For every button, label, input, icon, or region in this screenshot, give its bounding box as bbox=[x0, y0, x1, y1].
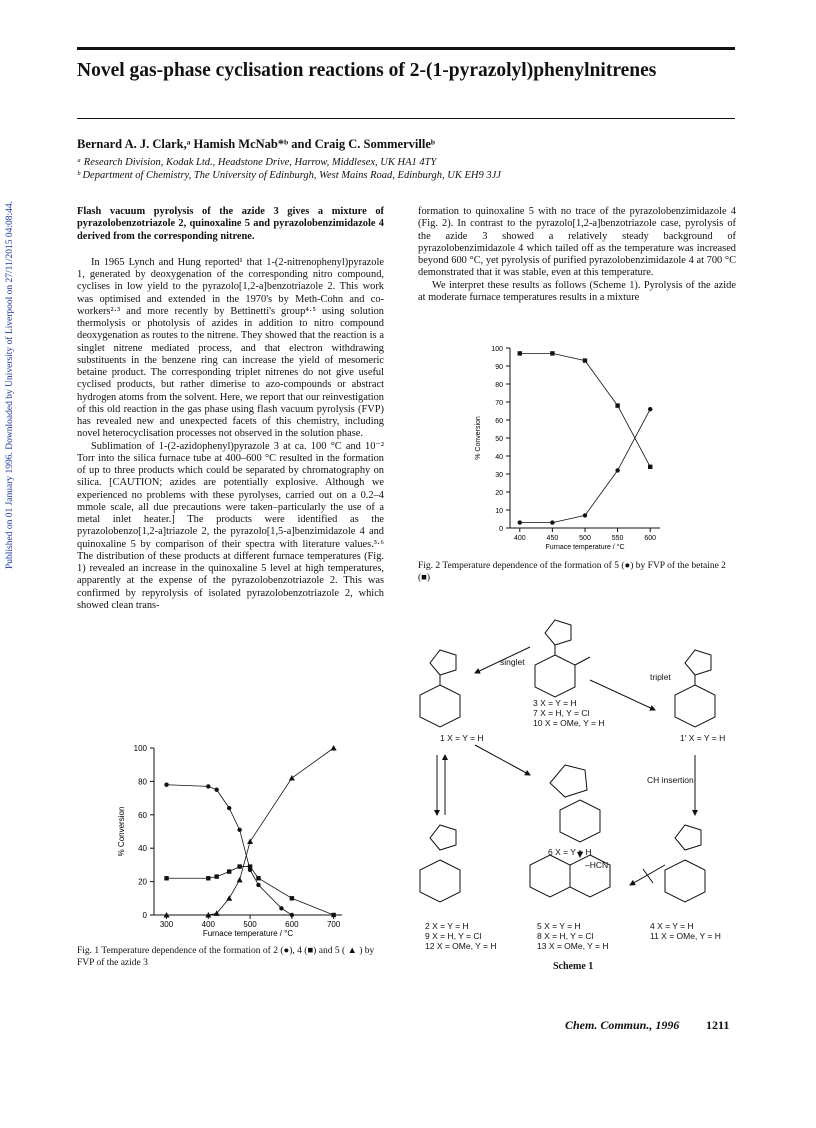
data-point-square bbox=[227, 869, 231, 873]
y-tick-label: 10 bbox=[495, 508, 503, 515]
data-point-circle bbox=[518, 520, 522, 524]
label-compound-4: 4 X = Y = H 11 X = OMe, Y = H bbox=[650, 921, 721, 941]
benzene-ring-1p bbox=[675, 685, 715, 727]
data-point-triangle bbox=[226, 895, 232, 901]
y-axis-label: % Conversion bbox=[475, 416, 482, 460]
data-point-square bbox=[518, 351, 522, 355]
figure-1-chart bbox=[92, 740, 352, 940]
label-hcn: –HCN bbox=[585, 860, 609, 870]
data-point-circle bbox=[583, 513, 587, 517]
y-tick-label: 100 bbox=[491, 346, 503, 353]
data-point-square bbox=[206, 876, 210, 880]
label-compound-1p: 1' X = Y = H bbox=[680, 733, 726, 743]
y-tick-label: 0 bbox=[499, 526, 503, 533]
x-tick-label: 400 bbox=[201, 920, 215, 929]
y-tick-label: 20 bbox=[138, 877, 147, 887]
y-tick-label: 60 bbox=[495, 418, 503, 425]
data-point-circle bbox=[237, 828, 241, 832]
data-point-circle bbox=[214, 788, 218, 792]
author-list: Bernard A. J. Clark,ᵃ Hamish McNab*ᵇ and Craig C. Sommervilleᵇ bbox=[77, 137, 435, 151]
x-tick-label: 600 bbox=[644, 535, 657, 542]
data-point-square bbox=[583, 358, 587, 362]
x-tick-label: 500 bbox=[579, 535, 591, 542]
x-tick-label: 550 bbox=[611, 535, 624, 542]
quinoxaline-ring-5 bbox=[530, 855, 570, 897]
label-ch-insertion: CH insertion bbox=[647, 775, 694, 785]
series-line-triangle bbox=[167, 748, 334, 915]
scheme-title: Scheme 1 bbox=[553, 961, 594, 972]
data-point-circle bbox=[290, 913, 294, 917]
label-compound-3: 3 X = Y = H 7 X = H, Y = Cl 10 X = OMe, Y = H bbox=[533, 698, 605, 728]
abstract: Flash vacuum pyrolysis of the azide 3 gives a mixture of pyrazolobenzotriazole 2, quinoxaline 5 and pyrazolobenzimidazole 4 derived from the corresponding nitrene. bbox=[77, 206, 384, 242]
paragraph-sublimation: Sublimation of 1-(2-azidophenyl)pyrazole 3 at ca. 100 °C and 10⁻² Torr into the silica furnace tube at 400–600 °C resulted in the formation of up to three products which could be separated by chromatography on silica. [CAUTION; azides are potentially explosive. Although we experienced no problems with these pyrolyses, carried out on a 0.2–4 mmole scale, all due precautions were taken–particularly the use of a metal inlet heater.] The products were identified as the pyrazolobenzo[1,2-a]triazole 2, the pyrazolo[1,5-a]benzimidazole 4 and quinoxaline 5 by comparison of their spectra with literature values.³·⁶ The distribution of these products at different furnace temperatures (Fig. 1) revealed an increase in the quinoxaline 5 level at high temperatures, apparently at the expense of the pyrazolobenzotriazole 2. This was confirmed by repyrolysis of isolated pyrazolobenzotriazole 2, which showed clean trans- bbox=[77, 440, 384, 611]
figure-2-chart bbox=[460, 340, 670, 555]
figure-2-caption: Fig. 2 Temperature dependence of the formation of 5 (●) by FVP of the betaine 2 (■) bbox=[418, 561, 726, 583]
data-point-square bbox=[331, 913, 335, 917]
data-point-circle bbox=[648, 407, 652, 411]
label-compound-6: 6 X = Y = H bbox=[548, 847, 592, 857]
benzene-ring-1 bbox=[420, 685, 460, 727]
data-point-circle bbox=[227, 806, 231, 810]
data-point-square bbox=[290, 896, 294, 900]
pyrazole-ring-1p bbox=[685, 650, 711, 675]
top-rule bbox=[77, 47, 735, 50]
x-tick-label: 600 bbox=[285, 920, 299, 929]
pyrazole-ring-3 bbox=[545, 620, 571, 645]
label-compound-1: 1 X = Y = H bbox=[440, 733, 484, 743]
data-point-circle bbox=[206, 784, 210, 788]
y-tick-label: 60 bbox=[138, 810, 147, 820]
data-point-circle bbox=[615, 468, 619, 472]
data-point-triangle bbox=[237, 877, 243, 883]
series-line-square bbox=[520, 353, 650, 466]
data-point-square bbox=[164, 876, 168, 880]
y-tick-label: 80 bbox=[495, 382, 503, 389]
affiliations bbox=[77, 156, 501, 182]
data-point-square bbox=[248, 864, 252, 868]
paragraph-intro: In 1965 Lynch and Hung reported¹ that 1-(2-nitrenophenyl)pyrazole 1, generated by deoxygenation of the corresponding nitro compound, cyclises in low yield to the pyrazolo[1,2-a]benzotriazole 2. This work was optimised and extended in the 1970's by Meth-Cohn and co-workers²·³ and more recently by Bettinetti's group⁴·⁵ using solution thermolysis or photolysis of azides in addition to nitro compound deoxygenation as routes to the nitrene. They showed that the reaction is a singlet nitrene mediated process, and that electron withdrawing substituents in the benzene ring can increase the yield of mesomeric betaine product. The corresponding triplet nitrenes do not give useful cyclised products, but rather dimerise to azo-compounds or abstract hydrogen atoms from the solvent. Here, we report that our reinvestigation of this old reaction in the gas phase using flash vacuum pyrolysis (FVP) has revealed new and unexpected facets of this chemistry, including novel heterocyclisation processes not observed in the solution phase. bbox=[77, 256, 384, 440]
label-compound-5: 5 X = Y = H 8 X = H, Y = Cl 13 X = OMe, Y = H bbox=[537, 921, 609, 951]
data-point-square bbox=[256, 876, 260, 880]
y-tick-label: 100 bbox=[133, 744, 147, 753]
scheme-1-diagram bbox=[415, 595, 745, 975]
y-axis-label: % Conversion bbox=[117, 806, 126, 857]
paragraph-interpretation: We interpret these results as follows (Scheme 1). Pyrolysis of the azide at moderate furnace temperatures results in a mixture bbox=[418, 279, 736, 303]
data-point-square bbox=[237, 864, 241, 868]
data-point-triangle bbox=[289, 775, 295, 781]
data-point-square bbox=[648, 465, 652, 469]
data-point-circle bbox=[279, 906, 283, 910]
data-point-triangle bbox=[331, 745, 337, 751]
aziridine-intermediate-6 bbox=[550, 765, 587, 797]
y-tick-label: 70 bbox=[495, 400, 503, 407]
series-line-square bbox=[167, 867, 334, 915]
data-point-circle bbox=[550, 520, 554, 524]
article-title: Novel gas-phase cyclisation reactions of 2-(1-pyrazolyl)phenylnitrenes bbox=[77, 60, 657, 81]
x-tick-label: 700 bbox=[326, 920, 341, 929]
label-triplet: triplet bbox=[650, 672, 671, 682]
y-tick-label: 50 bbox=[495, 436, 503, 443]
page-number: 1211 bbox=[706, 1018, 730, 1032]
left-column bbox=[77, 206, 384, 612]
right-column bbox=[418, 206, 736, 304]
download-watermark: Published on 01 January 1996. Downloaded by University of Liverpool on 27/11/2015 04:08:44. bbox=[5, 201, 15, 569]
y-tick-label: 20 bbox=[495, 490, 503, 497]
x-tick-label: 400 bbox=[513, 535, 526, 542]
x-tick-label: 500 bbox=[243, 920, 257, 929]
figure-1-caption: Fig. 1 Temperature dependence of the formation of 2 (●), 4 (■) and 5 ( ▲ ) by FVP of the azide 3 bbox=[77, 946, 375, 968]
title-rule bbox=[77, 118, 735, 119]
pyrazole-ring-1 bbox=[430, 650, 456, 675]
x-axis-label: Furnace temperature / °C bbox=[545, 544, 625, 551]
data-point-triangle bbox=[247, 839, 253, 845]
data-point-circle bbox=[256, 883, 260, 887]
x-tick-label: 300 bbox=[159, 920, 174, 929]
y-tick-label: 0 bbox=[142, 911, 147, 920]
label-compound-2: 2 X = Y = H 9 X = H, Y = Cl 12 X = OMe, Y = H bbox=[425, 921, 497, 951]
benzene-ring-3 bbox=[535, 655, 575, 697]
y-tick-label: 90 bbox=[495, 364, 503, 371]
affiliation-b: ᵇ Department of Chemistry, The University of Edinburgh, West Mains Road, Edinburgh, UK EH9 3JJ bbox=[77, 170, 501, 181]
y-tick-label: 80 bbox=[138, 777, 147, 787]
data-point-square bbox=[214, 874, 218, 878]
data-point-circle bbox=[164, 783, 168, 787]
affiliation-a: ᵃ Research Division, Kodak Ltd., Headstone Drive, Harrow, Middlesex, UK HA1 4TY bbox=[77, 157, 437, 168]
data-point-square bbox=[550, 351, 554, 355]
y-tick-label: 30 bbox=[495, 472, 503, 479]
betaine-ring-2 bbox=[430, 825, 456, 850]
arrow-1-to-6 bbox=[475, 745, 530, 775]
data-point-square bbox=[615, 403, 619, 407]
paragraph-continued: formation to quinoxaline 5 with no trace of the pyrazolobenzimidazole 4 (Fig. 2). In contrast to the pyrazolo[1,2-a]benzotriazole case, pyrolysis of the azide 3 showed a relatively steady background of pyrazolobenzimidazole 4 which tailed off as the temperature was increased beyond 600 °C, yet pyrolysis of purified pyrazolobenzimidazole 4 at 700 °C demonstrated that it was stable, even at this temperature. bbox=[418, 206, 736, 279]
x-axis-label: Furnace temperature / °C bbox=[202, 929, 294, 938]
y-tick-label: 40 bbox=[138, 844, 147, 854]
x-tick-label: 450 bbox=[546, 535, 559, 542]
benzimidazole-ring-4 bbox=[675, 825, 701, 850]
series-line-circle bbox=[520, 409, 650, 522]
y-tick-label: 40 bbox=[495, 454, 503, 461]
journal-name: Chem. Commun., 1996 bbox=[565, 1018, 680, 1032]
label-singlet: singlet bbox=[500, 657, 525, 667]
